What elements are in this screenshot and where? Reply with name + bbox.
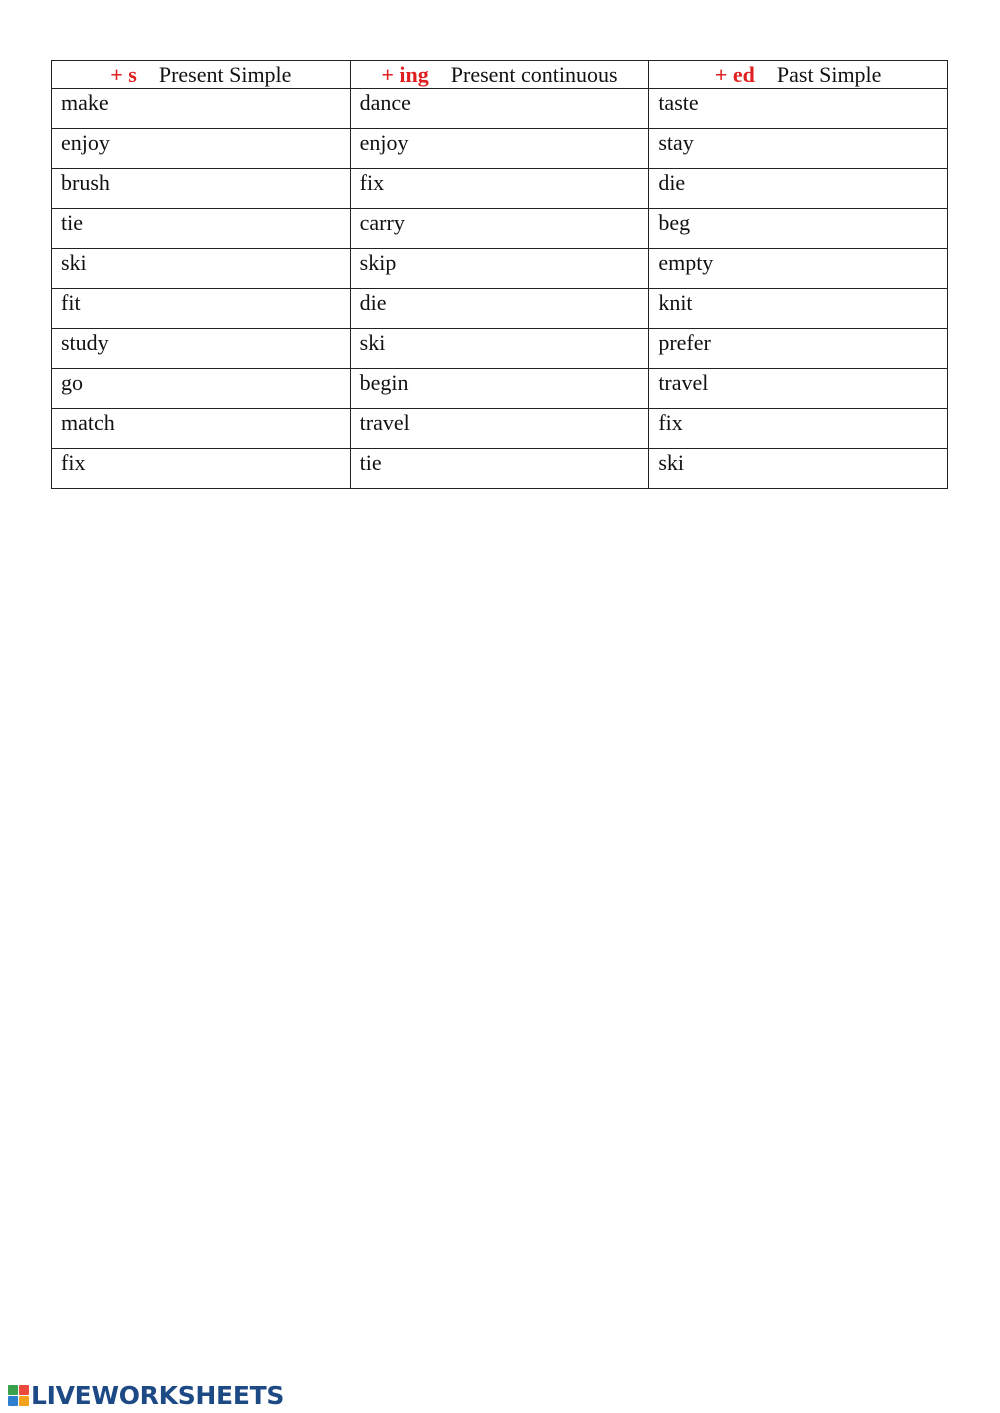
table-row [52,329,948,369]
table-row [52,249,948,289]
table-cell: empty [649,249,948,289]
header-present-continuous [350,61,649,89]
table-cell: fix [52,449,351,489]
table-cell: fit [52,289,351,329]
logo-block [8,1396,18,1406]
table-cell: travel [649,369,948,409]
table-cell: carry [350,209,649,249]
table-cell: taste [649,89,948,129]
table-row [52,289,948,329]
table-cell: skip [350,249,649,289]
table-cell: die [350,289,649,329]
table-cell: prefer [649,329,948,369]
logo-block [19,1396,29,1406]
tense-label: Present Simple [158,62,292,87]
table-cell: study [52,329,351,369]
table-row [52,89,948,129]
table-row [52,409,948,449]
table-cell: stay [649,129,948,169]
verb-suffix-table [51,60,948,489]
logo-text: LIVEWORKSHEETS [31,1380,285,1410]
table-cell: ski [649,449,948,489]
table-cell: brush [52,169,351,209]
suffix-label: + ed [714,62,755,87]
liveworksheets-logo[interactable] [8,1381,284,1409]
table-cell: ski [350,329,649,369]
table-cell: begin [350,369,649,409]
table-cell: make [52,89,351,129]
logo-block [8,1385,18,1395]
header-present-simple [52,61,351,89]
table-cell: fix [649,409,948,449]
table-cell: beg [649,209,948,249]
table-cell: match [52,409,351,449]
table-cell: go [52,369,351,409]
table-cell: ski [52,249,351,289]
table-cell: tie [350,449,649,489]
table-cell: fix [350,169,649,209]
table-row [52,169,948,209]
table-row [52,209,948,249]
table-cell: die [649,169,948,209]
table-cell: knit [649,289,948,329]
table-cell: enjoy [350,129,649,169]
table-row [52,369,948,409]
table-header-row [52,61,948,89]
suffix-label: + s [110,62,137,87]
table-cell: dance [350,89,649,129]
logo-block [19,1385,29,1395]
tense-label: Past Simple [776,62,882,87]
table-row [52,449,948,489]
tense-label: Present continuous [450,62,618,87]
table-cell: enjoy [52,129,351,169]
table-cell: travel [350,409,649,449]
header-past-simple [649,61,948,89]
logo-blocks-icon [8,1385,29,1406]
suffix-label: + ing [381,62,429,87]
table-row [52,129,948,169]
table-cell: tie [52,209,351,249]
